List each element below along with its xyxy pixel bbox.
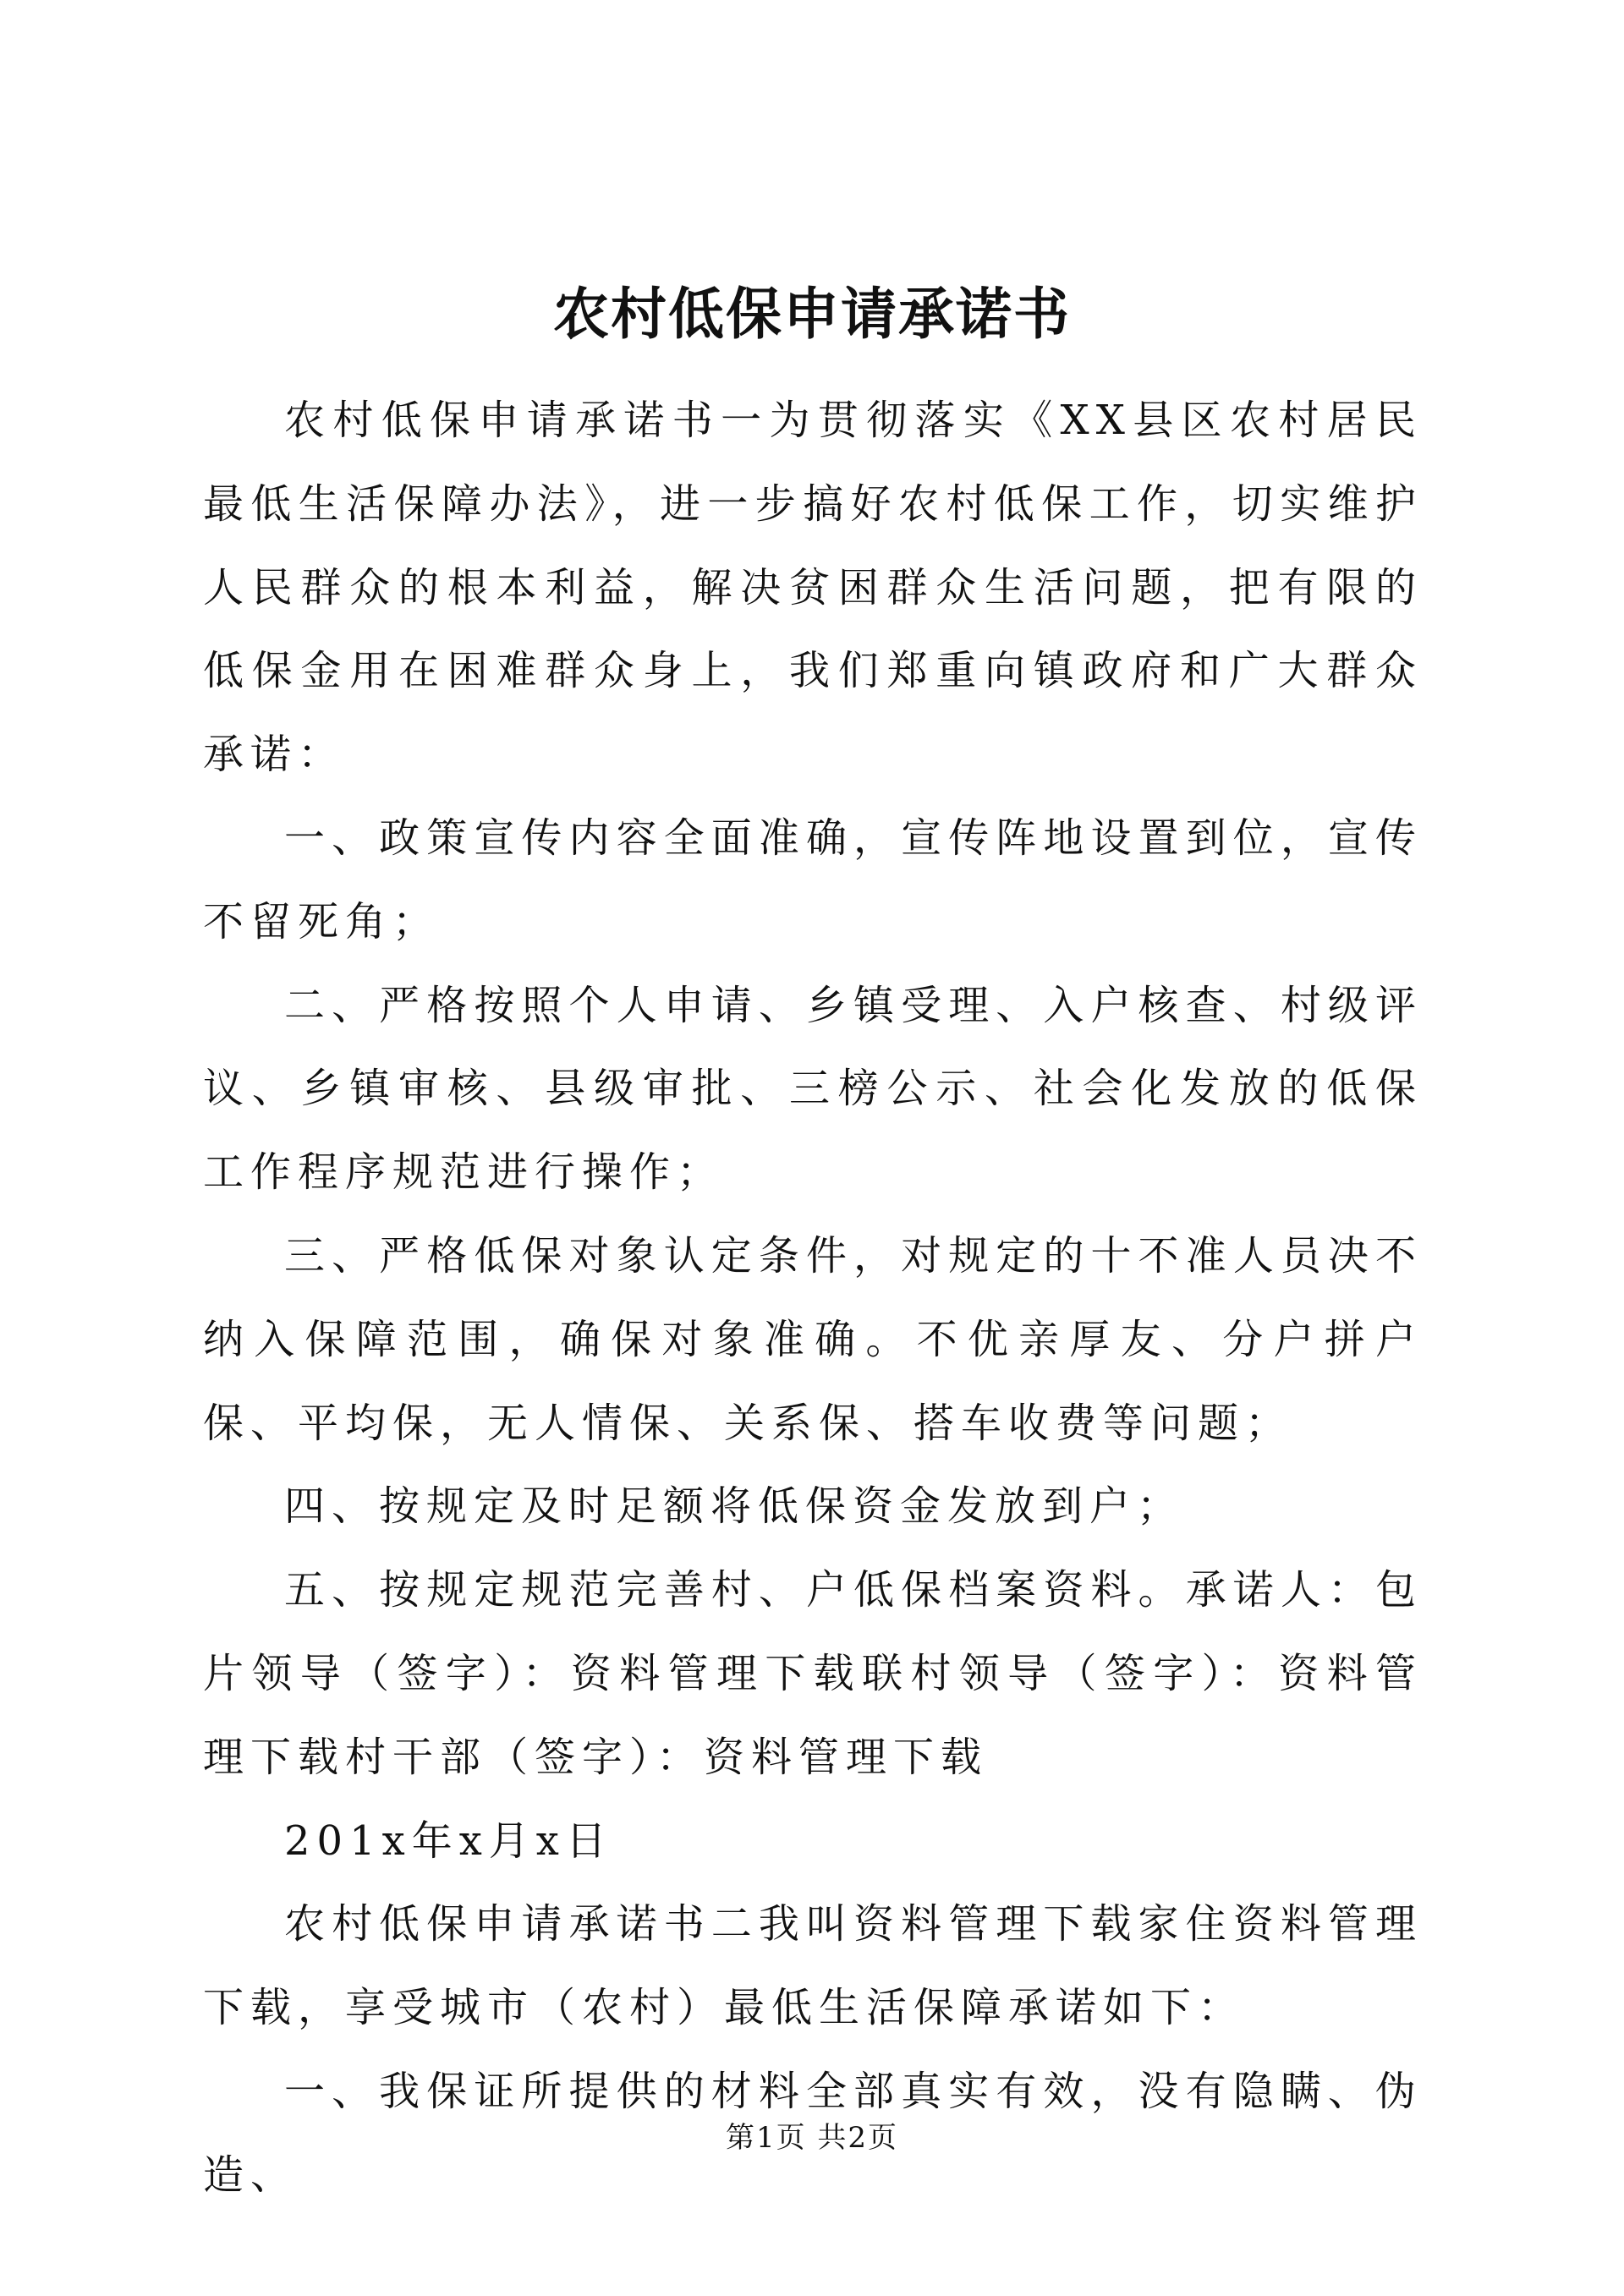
paragraph: 一、政策宣传内容全面准确，宣传阵地设置到位，宣传不留死角； bbox=[203, 814, 1423, 945]
paragraph: 四、按规定及时足额将低保资金发放到户； bbox=[284, 1482, 1185, 1531]
document-title: 农村低保申请承诺书 bbox=[553, 281, 1071, 347]
paragraph: 二、严格按照个人申请、乡镇受理、入户核查、村级评议、乡镇审核、县级审批、三榜公示、社会化发放的低保工作程序规范进行操作； bbox=[203, 981, 1423, 1197]
paragraph: 农村低保申请承诺书二我叫资料管理下载家住资料管理下载，享受城市（农村）最低生活保障承诺如下： bbox=[203, 1900, 1423, 2032]
document-body bbox=[203, 379, 1423, 2217]
paragraph: 一、我保证所提供的材料全部真实有效，没有隐瞒、伪造、 bbox=[203, 2067, 1423, 2199]
paragraph: 农村低保申请承诺书一为贯彻落实《XX县区农村居民最低生活保障办法》，进一步搞好农村低保工作，切实维护人民群众的根本利益，解决贫困群众生活问题，把有限的低保金用在困难群众身上，我们郑重向镇政府和广大群众承诺： bbox=[203, 397, 1423, 779]
paragraph: 三、严格低保对象认定条件，对规定的十不准人员决不纳入保障范围，确保对象准确。不优亲厚友、分户拼户保、平均保，无人情保、关系保、搭车收费等问题； bbox=[203, 1231, 1423, 1447]
date-line: 201x年x月x日 bbox=[284, 1817, 613, 1865]
page-footer: 第1页 共2页 bbox=[725, 2121, 899, 2155]
paragraph: 五、按规定规范完善村、户低保档案资料。承诺人：包片领导（签字）：资料管理下载联村领导（签字）：资料管理下载村干部（签字）：资料管理下载 bbox=[203, 1566, 1423, 1781]
